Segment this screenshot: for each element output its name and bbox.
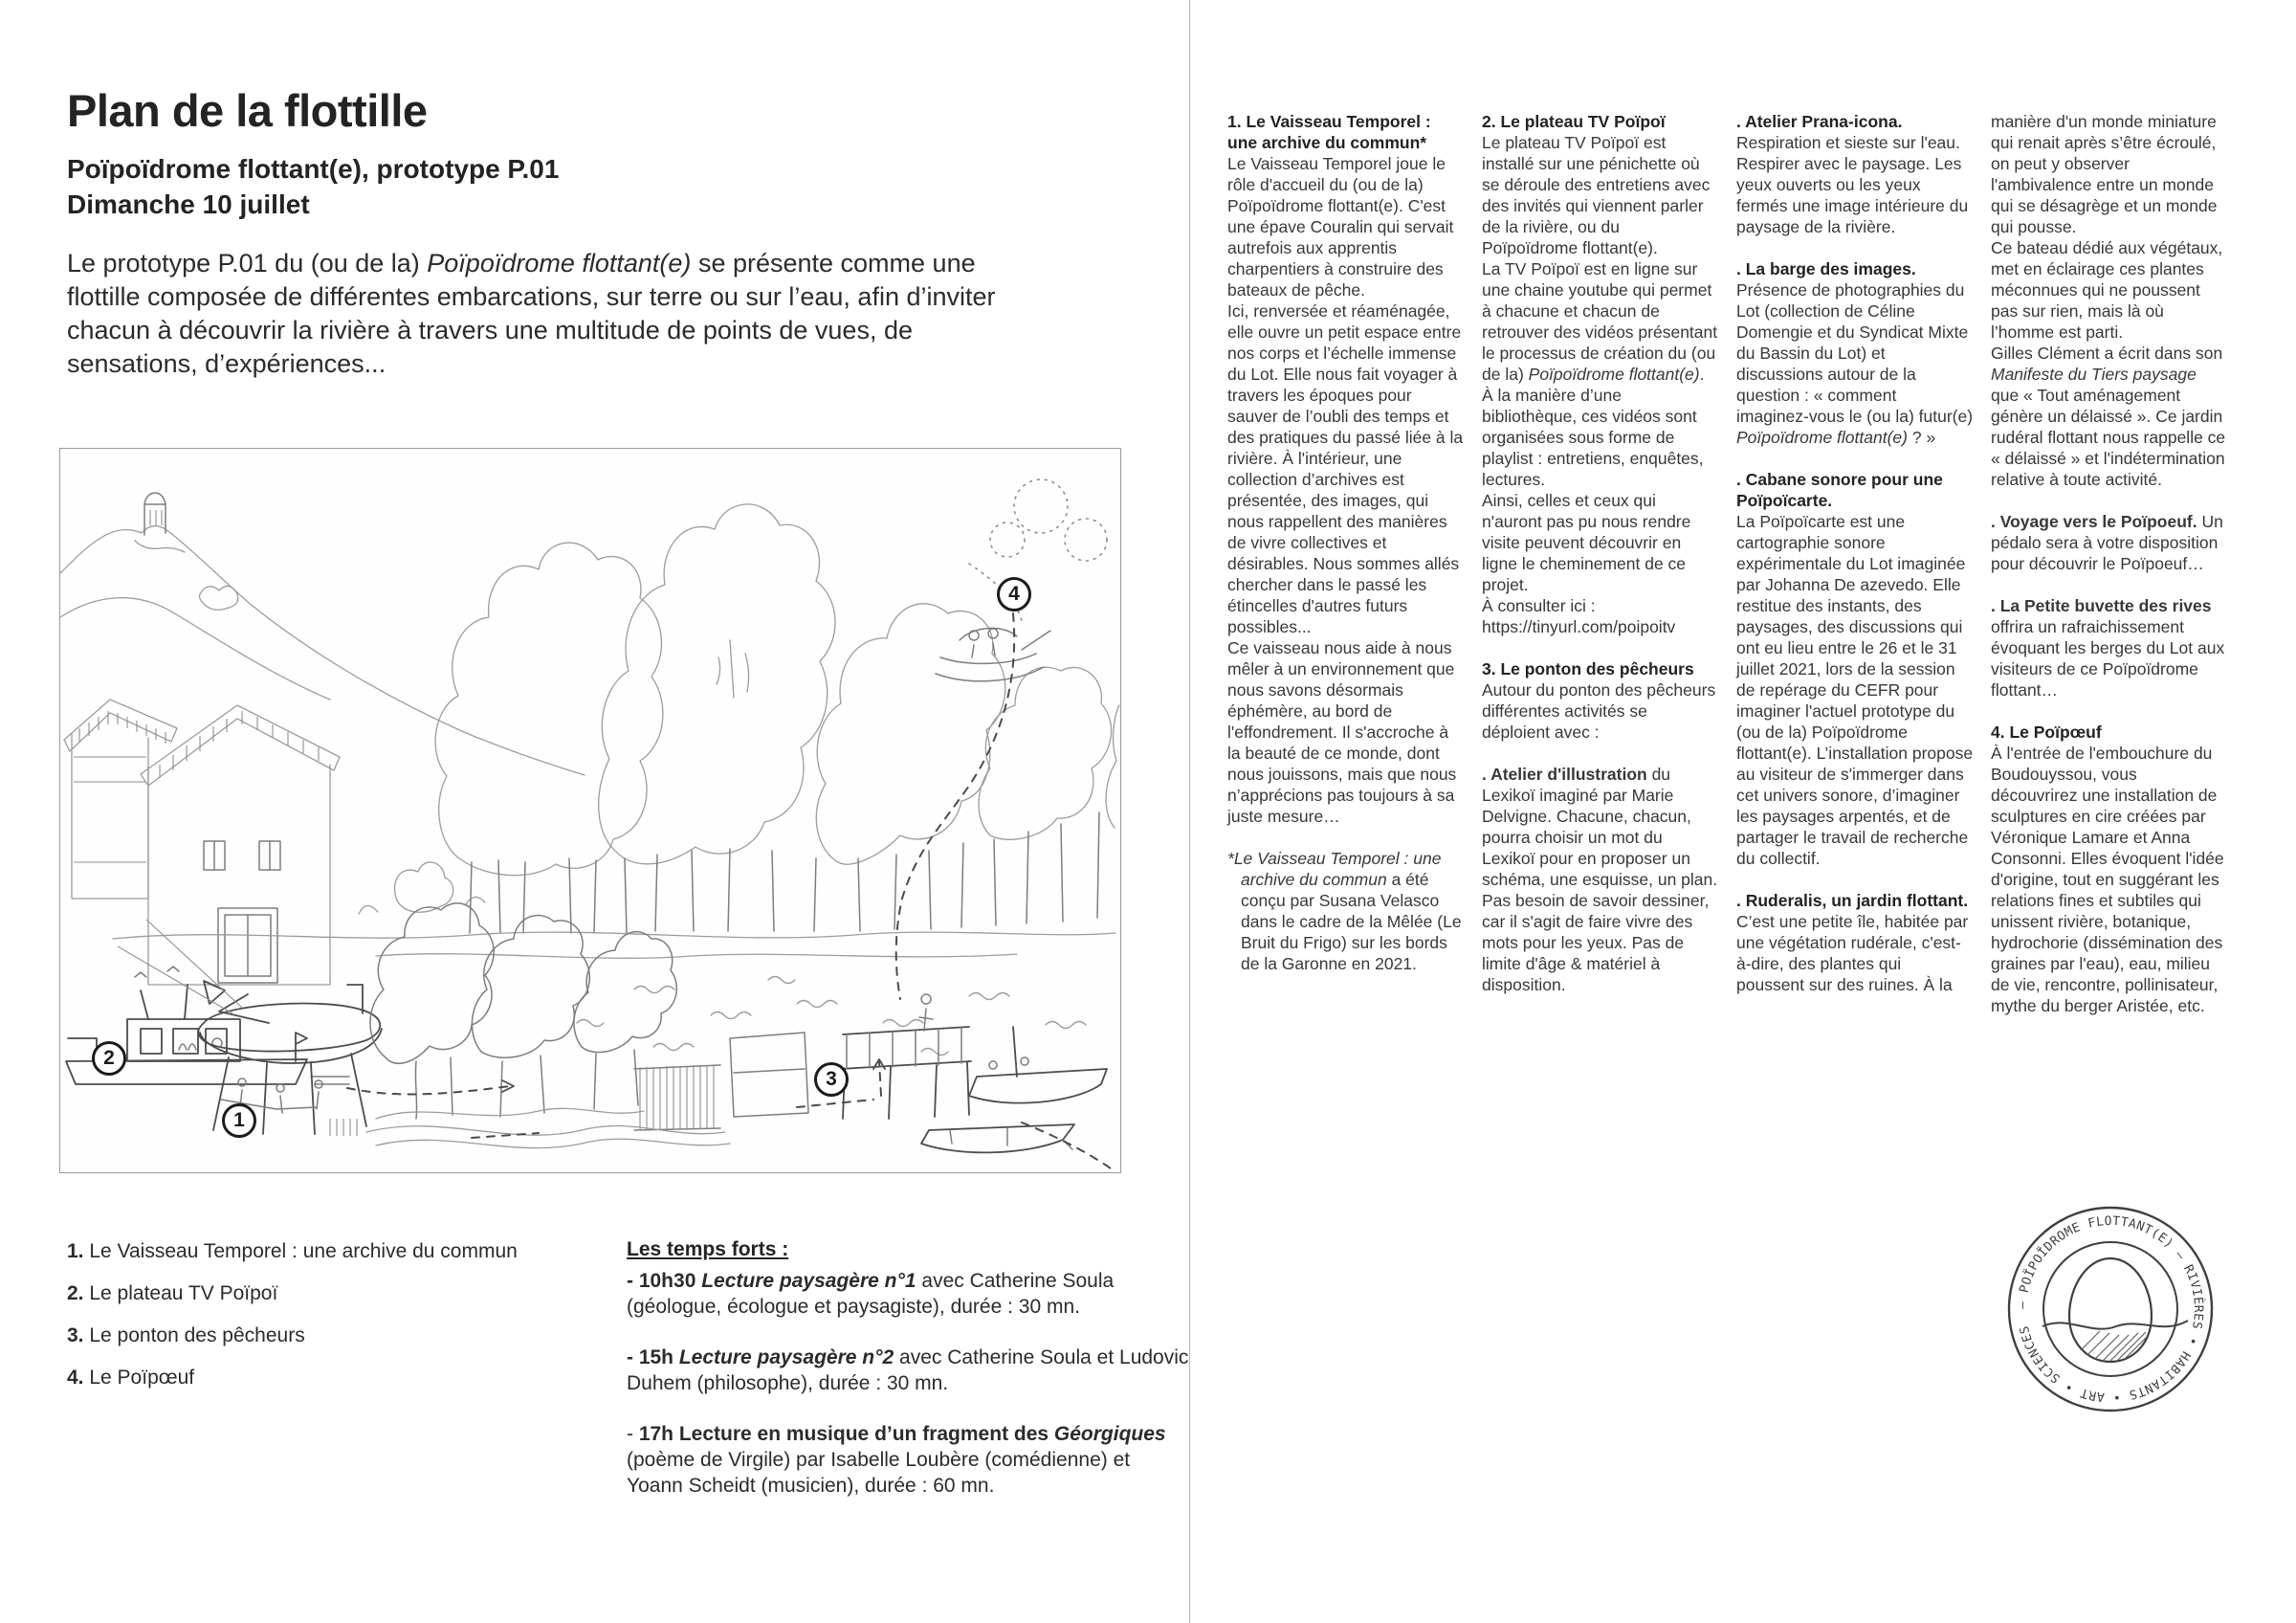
text-segment: À l'entrée de l'embouchure du Boudouyssou, vous découvrirez une installation de sculptures en cire créées par Véronique Lamare et Anna Consonni. Elles évoquent l'idée d'origine, tout en suggérant les relations fines et subtiles qui unissent rivière, botanique, hydrochorie (dissémination des graines par l'eau), eau, milieu de vie, rencontre, pollinisateur, mythe du berger Aristée, etc. (1991, 744, 2224, 1015)
text-segment: a été conçu par Susana Velasco dans le cadre de la Mêlée (Le Bruit du Frigo) sur les bords de la Garonne en 2021. (1241, 870, 1462, 973)
text-segment: . Atelier Prana-icona. (1736, 112, 1903, 131)
schedule-item-1 (627, 1268, 1189, 1320)
legend-item-3 (67, 1324, 603, 1347)
legend-item-4 (67, 1367, 603, 1390)
column-paragraph (1736, 911, 1974, 995)
column-heading (1736, 111, 1974, 132)
text-segment: Lecture paysagère n°2 (678, 1346, 894, 1368)
text-segment: du Lexikoï imaginé par Marie Delvigne. Chacune, chacun, pourra choisir un mot du Lexikoï pour en proposer un schéma, une esquisse, un plan. Pas besoin de savoir dessiner, car il s'agit de faire vivre des mots pour les yeux. Pas de limite d'âge & matériel à disposition. (1482, 765, 1718, 994)
schedule (627, 1236, 1189, 1523)
text-segment: Ce vaisseau nous aide à nous mêler à un environnement que nous savons désormais éphémère, au bord de l'effondrement. Il s'accroche à la beauté de ce monde, dont nous jouissons, mais que nous n’apprécions pas toujours à sa juste mesure… (1227, 638, 1457, 826)
text-segment: manière d'un monde miniature qui renait après s’être écroulé, on peut y observer l'ambivalence entre un monde qui se désagrège et un monde qui pousse. (1991, 112, 2218, 236)
stamp (2000, 1199, 2220, 1419)
text-segment: Un pédalo sera à votre disposition pour découvrir le Poïpoeuf… (1991, 512, 2223, 573)
legend-number: 2. (67, 1282, 90, 1304)
legend-label: Le ponton des pêcheurs (89, 1324, 305, 1346)
text-segment: avec Catherine Soula (géologue, écologue et paysagiste), durée : 30 mn. (627, 1270, 1115, 1318)
text-segment: 17h Lecture en musique d’un fragment des (638, 1423, 1054, 1445)
column-paragraph (1482, 616, 1719, 637)
text-segment: Autour du ponton des pêcheurs différentes activités se déploient avec : (1482, 680, 1716, 742)
column-paragraph (1227, 637, 1465, 827)
text-segment: - 10h30 (627, 1270, 702, 1292)
text-segment: avec Catherine Soula et Ludovic Duhem (philosophe), durée : 30 mn. (627, 1346, 1189, 1394)
legend-item-2 (67, 1282, 603, 1305)
column-heading (1736, 469, 1974, 511)
legend-label: Le plateau TV Poïpoï (89, 1282, 278, 1304)
legend-number: 3. (67, 1324, 90, 1346)
map-marker-3: 3 (814, 1062, 849, 1097)
text-segment: (poème de Virgile) par Isabelle Loubère (comédienne) et Yoann Scheidt (musicien), durée : 60 mn. (627, 1449, 1131, 1497)
text-segment: À consulter ici : (1482, 596, 1596, 615)
text-segment: . La Petite buvette des rives (1991, 596, 2212, 615)
column-paragraph (1991, 511, 2228, 574)
column-paragraph (1736, 511, 1974, 869)
column-3 (1736, 111, 1974, 1016)
flotilla-map (59, 448, 1121, 1173)
column-paragraph (1227, 153, 1465, 300)
text-segment: Ce bateau dédié aux végétaux, met en éclairage ces plantes méconnues qui ne poussent pas sur rien, mais là où l’homme est parti. (1991, 238, 2223, 342)
legend-number: 4. (67, 1367, 90, 1389)
text-segment: https://tinyurl.com/poipoitv (1482, 617, 1676, 636)
text-segment: . Atelier d'illustration (1482, 765, 1647, 784)
text-segment: . La barge des images. (1736, 259, 1916, 278)
map-markers-layer (60, 449, 1120, 1172)
schedule-item-3 (627, 1421, 1189, 1499)
text-segment: Respiration et sieste sur l'eau. Respirer avec le paysage. Les yeux ouverts ou les yeux fermés une image intérieure du paysage de la rivière. (1736, 133, 1969, 236)
column-paragraph (1227, 300, 1465, 637)
legend-item-1 (67, 1240, 603, 1263)
legend-label: Le Poïpœuf (89, 1367, 195, 1389)
text-segment: Le plateau TV Poïpoï est installé sur une pénichette où se déroule des entretiens avec des invités qui viennent parler de la rivière, ou du Poïpoïdrome flottant(e). (1482, 133, 1711, 257)
text-segment: . À la manière d’une bibliothèque, ces vidéos sont organisées sous forme de playlist : entretiens, enquêtes, lectures. (1482, 365, 1705, 489)
text-segment: Poïpoïdrome flottant(e) (1528, 365, 1700, 384)
column-paragraph (1991, 343, 2228, 490)
intro-paragraph (67, 247, 1004, 381)
column-heading (1736, 258, 1974, 279)
intro-text-end: se présente comme une flottille composée de différentes embarcations, sur terre ou sur l’eau, afin d’inviter chacun à découvrir la rivière à travers une multitude de points de vues, de sensations, d’expériences... (67, 249, 996, 378)
map-marker-2: 2 (92, 1041, 126, 1076)
text-segment: Manifeste du Tiers paysage (1991, 365, 2197, 384)
text-segment: Géorgiques (1053, 1423, 1166, 1445)
page-subtitle (67, 151, 559, 222)
text-segment: Poïpoïdrome flottant(e) (1736, 428, 1908, 447)
column-heading (1991, 722, 2228, 743)
legend-number: 1. (67, 1240, 90, 1262)
text-segment: 1. Le Vaisseau Temporel : une archive du commun* (1227, 112, 1431, 152)
text-segment: Ici, renversée et réaménagée, elle ouvre un petit espace entre nos corps et l’échelle immense du Lot. Elle nous fait voyager à travers les époques pour sauver de l’oubli des temps et des pratiques du passé liée à la rivière. À l'intérieur, une collection d’archives est présentée, des images, qui nous rappellent des manières de vivre collectives et désirables. Nous sommes allés chercher dans le passé les étincelles d'autres futurs possibles... (1227, 301, 1464, 636)
map-marker-1: 1 (222, 1103, 256, 1138)
text-segment: offrira un rafraichissement évoquant les berges du Lot aux visiteurs de ce Poïpoïdrome flottant… (1991, 617, 2225, 700)
egg-wave-icon (2042, 1258, 2188, 1369)
map-marker-4: 4 (997, 577, 1031, 611)
legend-label: Le Vaisseau Temporel : une archive du commun (89, 1240, 518, 1262)
column-paragraph (1482, 132, 1719, 258)
text-segment: . Ruderalis, un jardin flottant. (1736, 891, 1969, 910)
stamp-ring-textpath: — POÏPOÏDROME FLOTTANT(E) — RIVIÈRES • HABITANTS • ART • SCIENCES (2015, 1213, 2206, 1405)
text-segment: ? » (1907, 428, 1936, 447)
schedule-heading: Les temps forts : (627, 1238, 789, 1260)
column-paragraph (1991, 595, 2228, 700)
column-paragraph (1482, 764, 1719, 995)
schedule-item-2 (627, 1345, 1189, 1396)
text-segment: C’est une petite île, habitée par une végétation rudérale, c'est-à-dire, des plantes qui poussent sur des ruines. À la (1736, 912, 1969, 994)
legend-list (67, 1240, 603, 1409)
column-paragraph (1482, 258, 1719, 490)
column-heading (1736, 890, 1974, 911)
date-line: Dimanche 10 juillet (67, 189, 310, 219)
stamp-outer-circle (2009, 1208, 2212, 1411)
column-paragraph (1991, 743, 2228, 1016)
text-segment: Le Vaisseau Temporel : une archive du commun (1233, 849, 1442, 889)
column-2 (1482, 111, 1719, 1016)
text-segment: Présence de photographies du Lot (collection de Céline Domengie et du Syndicat Mixte du Bassin du Lot) et discussions autour de la question : « comment imaginez-vous le (ou la) futur(e) (1736, 280, 1974, 426)
subtitle-line: Poïpoïdrome flottant(e), prototype P.01 (67, 154, 560, 184)
text-segment: - (627, 1423, 639, 1445)
stamp-inner-circle (2043, 1242, 2177, 1376)
column-4 (1991, 111, 2228, 1016)
intro-italic-title: Poïpoïdrome flottant(e) (427, 249, 692, 278)
text-segment: * (1227, 849, 1234, 868)
text-segment: . Voyage vers le Poïpoeuf. (1991, 512, 2197, 531)
column-paragraph (1991, 237, 2228, 343)
text-segment: que « Tout aménagement génère un délaissé ». Ce jardin rudéral flottant nous rappelle ce « délaissé » et l'indétermination relative à toute activité. (1991, 386, 2226, 489)
text-segment: - 15h (627, 1346, 679, 1368)
text-segment: 4. Le Poïpœuf (1991, 723, 2102, 742)
columns (1227, 111, 2228, 1016)
column-paragraph (1482, 490, 1719, 595)
text-segment: Le Vaisseau Temporel joue le rôle d'accueil du (ou de la) Poïpoïdrome flottant(e). C'est une épave Couralin qui servait autrefois aux apprentis charpentiers à construire des bateaux de pêche. (1227, 154, 1454, 300)
text-segment: Ainsi, celles et ceux qui n'auront pas pu nous rendre visite peuvent découvrir en ligne le cheminement de ce projet. (1482, 491, 1691, 594)
column-paragraph (1482, 679, 1719, 743)
text-segment: La TV Poïpoï est en ligne sur une chaine youtube qui permet à chacune et chacun de retrouver des vidéos présentant le processus de création du (ou de la) (1482, 259, 1718, 384)
column-heading (1482, 658, 1719, 679)
column-paragraph (1991, 111, 2228, 237)
column-paragraph (1482, 595, 1719, 616)
text-segment: Lecture paysagère n°1 (701, 1270, 916, 1292)
page-title: Plan de la flottille (67, 85, 428, 136)
text-segment: . Cabane sonore pour une Poïpoïcarte. (1736, 470, 1943, 510)
text-segment: 3. Le ponton des pêcheurs (1482, 659, 1694, 678)
column-paragraph (1736, 279, 1974, 448)
column-heading (1227, 111, 1465, 153)
text-segment: 2. Le plateau TV Poïpoï (1482, 112, 1666, 131)
text-segment: La Poïpoïcarte est une cartographie sonore expérimentale du Lot imaginée par Johanna De azevedo. Elle restitue des instants, des paysages, des discussions qui ont eu lieu entre le 26 et le 31 juillet 2021, lors de la session de repérage du CEFR pour imaginer l'actuel prototype du (ou de la) Poïpoïdrome flottant(e). L’installation propose au visiteur de s'immerger dans cet univers sonore, d’imaginer les paysages arpentés, et de partager le travail de recherche du collectif. (1736, 512, 1974, 868)
text-segment: Gilles Clément a écrit dans son (1991, 344, 2223, 363)
page-divider (1189, 0, 1190, 1623)
column-paragraph (1227, 848, 1465, 974)
schedule-items (627, 1268, 1189, 1499)
column-paragraph (1736, 132, 1974, 237)
intro-text: Le prototype P.01 du (ou de la) (67, 249, 428, 278)
column-1 (1227, 111, 1465, 1016)
column-heading (1482, 111, 1719, 132)
